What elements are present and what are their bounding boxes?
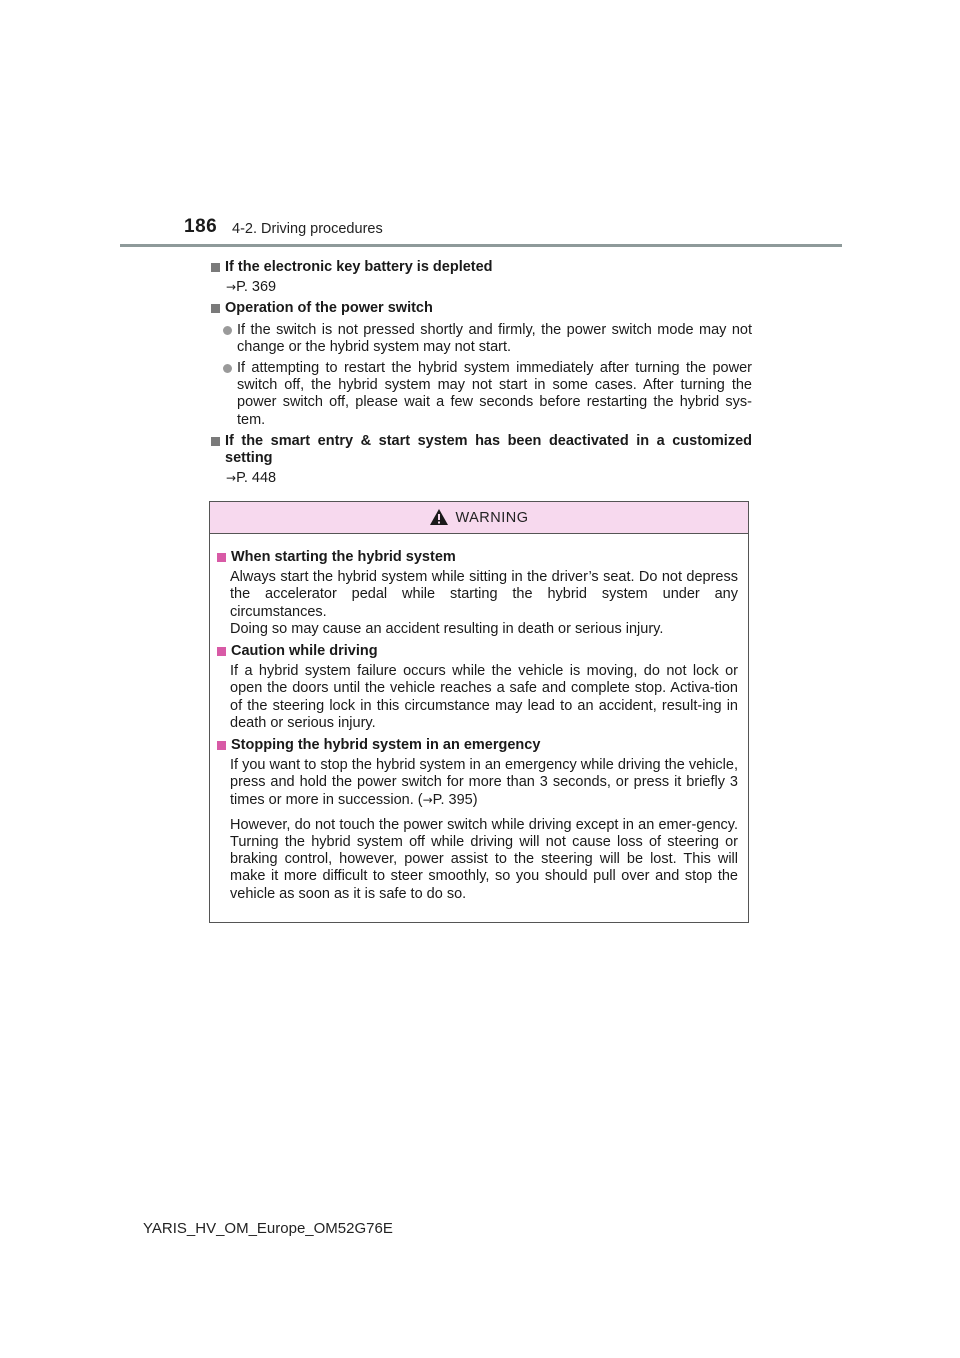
reference-text: P. 395) (432, 791, 478, 808)
heading-text: Stopping the hybrid system in an emergency (231, 737, 541, 754)
main-content (209, 255, 752, 491)
section-heading (209, 300, 752, 317)
arrow-right-icon: → (226, 280, 237, 295)
circle-bullet-icon (223, 326, 232, 335)
reference-text: P. 448 (236, 470, 277, 487)
square-bullet-icon (217, 647, 226, 656)
heading-text: Operation of the power switch (225, 300, 433, 317)
section-header: 4-2. Driving procedures (232, 221, 383, 237)
section-heading (209, 433, 752, 467)
warning-title: WARNING (455, 509, 529, 526)
list-item (223, 322, 752, 356)
square-bullet-icon (211, 263, 220, 272)
page-reference (226, 470, 752, 487)
warning-item-heading (217, 549, 738, 566)
arrow-right-icon: → (226, 471, 237, 486)
arrow-right-icon: → (422, 792, 433, 807)
bullet-text: If attempting to restart the hybrid system immediately after turning the power switch off, the hybrid system may not start in some cases. After turning the power switch off, please wait a few seconds before restarting the hybrid sys-tem. (237, 360, 752, 428)
list-item (223, 360, 752, 429)
header-rule (120, 244, 842, 247)
warning-body (210, 534, 748, 903)
warning-item-heading (217, 737, 738, 754)
warning-paragraph: Always start the hybrid system while sitting in the driver’s seat. Do not depress the accelerator pedal while starting the hybrid system under any circumstances. (230, 569, 738, 620)
warning-paragraph: Doing so may cause an accident resulting in death or serious injury. (230, 620, 664, 637)
warning-triangle-icon (429, 508, 449, 526)
warning-paragraph: However, do not touch the power switch while driving except in an emer-gency. Turning the hybrid system off while driving will not cause loss of steering or braking control, however, power assist to the steering will be lost. This will make it more difficult to steer smoothly, so you should pull over and stop the vehicle as soon as it is safe to do so. (230, 816, 738, 902)
warning-header (210, 502, 748, 534)
section-heading (209, 259, 752, 276)
warning-box (209, 501, 749, 923)
page-number: 186 (184, 216, 218, 237)
circle-bullet-icon (223, 364, 232, 373)
heading-text: If the smart entry & start system has been deactivated in a customized setting (225, 432, 752, 467)
square-bullet-icon (217, 553, 226, 562)
square-bullet-icon (211, 304, 220, 313)
reference-text: P. 369 (236, 279, 277, 296)
paragraph-text: If you want to stop the hybrid system in an emergency while driving the vehicle, press and hold the power switch for more than 3 seconds, or press it briefly 3 times or more in succession. ( (230, 757, 738, 808)
heading-text: When starting the hybrid system (231, 549, 456, 565)
heading-text: If the electronic key battery is depleted (225, 259, 493, 275)
square-bullet-icon (211, 437, 220, 446)
square-bullet-icon (217, 741, 226, 750)
heading-text: Caution while driving (231, 643, 378, 660)
warning-paragraph (230, 757, 738, 809)
page-reference (226, 279, 752, 296)
document-footer: YARIS_HV_OM_Europe_OM52G76E (143, 1220, 393, 1237)
bullet-text: If the switch is not pressed shortly and firmly, the power switch mode may not change or the hybrid system may not start. (237, 321, 752, 355)
warning-item-heading (217, 643, 738, 660)
warning-paragraph: If a hybrid system failure occurs while the vehicle is moving, do not lock or open the doors until the vehicle reaches a safe and complete stop. Activa-tion of the steering lock in this circumstance may lead to an accident, result-ing in death or serious injury. (230, 663, 738, 731)
